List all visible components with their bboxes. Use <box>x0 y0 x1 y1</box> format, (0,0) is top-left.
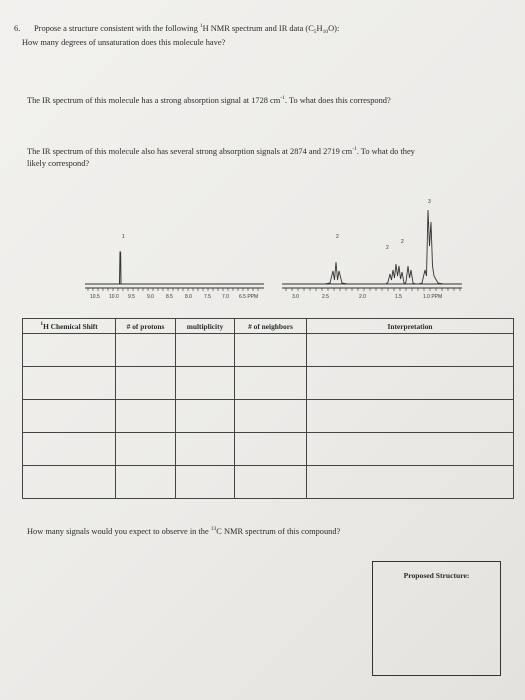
tick-label: 8.5 <box>166 294 173 300</box>
table-cell[interactable] <box>176 433 235 466</box>
table-cell[interactable] <box>116 367 176 400</box>
table-row <box>23 400 514 433</box>
ir-question-2-text: The IR spectrum of this molecule also has several strong absorption signals at 2874 and 2719 cm <box>27 147 353 156</box>
spectrum-right-panel <box>282 210 462 291</box>
tick-label: 1.5 <box>395 294 402 300</box>
unsaturation-question: How many degrees of unsaturation does this molecule have? <box>22 38 226 47</box>
table-cell[interactable] <box>23 466 116 499</box>
carbon-count: 5 <box>313 29 317 35</box>
peak-multiplet-1-6 <box>386 264 406 284</box>
question-intro: Propose a structure consistent with the following <box>34 24 200 33</box>
table-cell[interactable] <box>235 367 307 400</box>
header-chemical-shift <box>23 319 116 334</box>
question-intro-mid: H NMR spectrum and IR data (C <box>202 24 314 33</box>
table-cell[interactable] <box>307 334 514 367</box>
integration-label: 3 <box>428 199 431 205</box>
tick-label: 2.0 <box>359 294 366 300</box>
proposed-structure-label: Proposed Structure: <box>403 571 470 580</box>
ir-question-2-tail: . To what do they <box>356 147 415 156</box>
axis-right-labels <box>292 294 442 300</box>
c13-question-text: How many signals would you expect to observe in the <box>27 527 211 536</box>
tick-label: 1.0 PPM <box>423 294 443 300</box>
table-cell[interactable] <box>235 334 307 367</box>
peak-multiplet-2-4 <box>325 262 347 284</box>
ir-question-2-line2: likely correspond? <box>27 159 90 168</box>
header-num-protons: # of protons <box>116 319 176 334</box>
table-cell[interactable] <box>23 367 116 400</box>
header-chemical-shift-label: H Chemical Shift <box>43 321 98 331</box>
table-cell[interactable] <box>23 433 116 466</box>
nucleus-superscript: 1 <box>199 23 203 29</box>
spectrum-left-panel <box>85 252 264 291</box>
table-cell[interactable] <box>307 400 514 433</box>
table-cell[interactable] <box>116 433 176 466</box>
table-cell[interactable] <box>23 400 116 433</box>
tick-label: 7.0 <box>222 294 229 300</box>
axis-right-minor-ticks <box>286 288 460 291</box>
header-superscript: 1 <box>40 320 44 327</box>
table-cell[interactable] <box>116 400 176 433</box>
tick-label: 3.0 <box>292 294 299 300</box>
c13-question-tail: C NMR spectrum of this compound? <box>216 527 341 536</box>
nmr-analysis-table <box>22 318 514 499</box>
question-number: 6. <box>14 24 21 33</box>
peak-triplet-0-9 <box>418 210 443 284</box>
tick-label: 7.5 <box>204 294 211 300</box>
ir-question-1-text: The IR spectrum of this molecule has a strong absorption signal at 1728 cm <box>27 96 281 105</box>
integration-labels <box>122 199 431 251</box>
table-cell[interactable] <box>307 367 514 400</box>
question-intro-end: O): <box>328 24 340 33</box>
table-cell[interactable] <box>307 466 514 499</box>
ir-question-1-exponent: -1 <box>280 95 285 101</box>
table-row <box>23 367 514 400</box>
axis-left-labels <box>90 294 258 300</box>
header-interpretation: Interpretation <box>307 319 514 334</box>
tick-label: 10.0 <box>109 294 119 300</box>
table-cell[interactable] <box>116 334 176 367</box>
table-row <box>23 334 514 367</box>
table-cell[interactable] <box>176 400 235 433</box>
table-cell[interactable] <box>235 433 307 466</box>
nmr-spectrum <box>0 0 525 310</box>
tick-label: 2.5 <box>322 294 329 300</box>
table-cell[interactable] <box>307 433 514 466</box>
integration-label: 2 <box>336 234 339 240</box>
table-header-row <box>23 319 514 334</box>
table-cell[interactable] <box>235 466 307 499</box>
c13-superscript: 13 <box>210 526 217 532</box>
axis-left-minor-ticks <box>88 288 258 291</box>
table-cell[interactable] <box>176 334 235 367</box>
table-cell[interactable] <box>176 466 235 499</box>
table-cell[interactable] <box>235 400 307 433</box>
ir-question-1-tail: . To what does this correspond? <box>284 96 391 105</box>
tick-label: 9.0 <box>147 294 154 300</box>
c13-question <box>27 526 340 537</box>
hydrogen-label: H <box>316 24 323 33</box>
header-num-neighbors: # of neighbors <box>235 319 307 334</box>
ir-question-2-exponent: -1 <box>352 146 357 152</box>
header-multiplicity: multiplicity <box>176 319 235 334</box>
integration-label: 2 <box>401 239 404 245</box>
tick-label: 8.0 <box>185 294 192 300</box>
hydrogen-count: 10 <box>322 29 329 35</box>
table-row <box>23 433 514 466</box>
integration-label: 2 <box>386 245 389 251</box>
tick-label: 9.5 <box>128 294 135 300</box>
tick-label: 10.5 <box>90 294 100 300</box>
tick-label: 6.5 PPM <box>239 294 259 300</box>
peak-multiplet-1-4 <box>404 266 416 284</box>
table-cell[interactable] <box>23 334 116 367</box>
peak-aldehyde <box>118 252 123 284</box>
proposed-structure-box[interactable] <box>372 561 501 676</box>
table-cell[interactable] <box>176 367 235 400</box>
table-cell[interactable] <box>116 466 176 499</box>
table-row <box>23 466 514 499</box>
integration-label: 1 <box>122 234 125 240</box>
